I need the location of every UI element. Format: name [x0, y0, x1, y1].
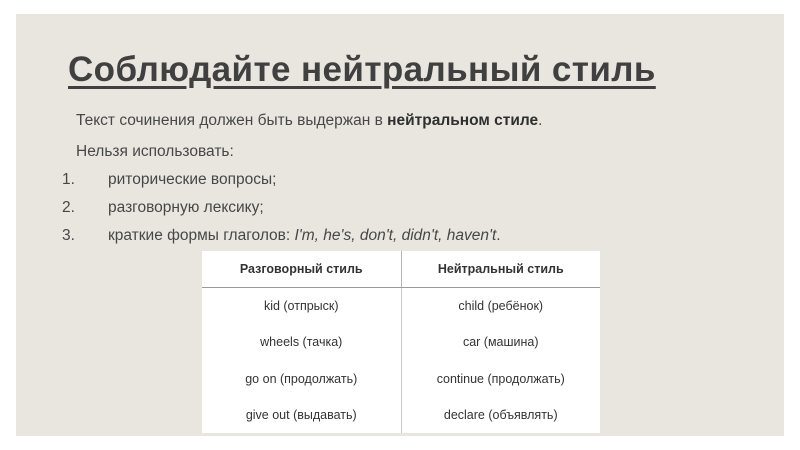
intro-prefix: Текст сочинения должен быть выдержан в — [76, 112, 388, 129]
table-header-row — [202, 251, 600, 288]
list-number: 3. — [62, 227, 75, 244]
cell-neutral: child (ребёнок) — [458, 299, 544, 314]
table-row — [202, 288, 600, 325]
table-row — [202, 360, 600, 396]
cell-neutral: continue (продолжать) — [436, 371, 565, 386]
list-text-suffix: . — [496, 227, 501, 244]
list-text-composite — [108, 227, 501, 245]
table-row — [202, 324, 600, 360]
cell-colloquial: give out (выдавать) — [202, 397, 401, 433]
list-text: разговорную лексику; — [108, 199, 264, 216]
header-neutral: Нейтральный стиль — [401, 251, 600, 288]
list-text: риторические вопросы; — [108, 171, 277, 188]
list-number: 2. — [62, 199, 75, 216]
cell-neutral: car (машина) — [462, 335, 539, 350]
intro-line — [76, 112, 542, 130]
intro-bold: нейтральном стиле — [387, 112, 539, 129]
table-row — [202, 397, 600, 433]
intro-suffix: . — [538, 112, 543, 129]
header-colloquial: Разговорный стиль — [202, 251, 401, 288]
cell-neutral: declare (объявлять) — [443, 407, 558, 422]
cell-colloquial: wheels (тачка) — [202, 324, 401, 360]
slide-title: Соблюдайте нейтральный стиль — [68, 50, 656, 89]
list-text: краткие формы глаголов: — [108, 227, 295, 244]
list-number: 1. — [62, 171, 75, 188]
list-text-italic: I'm, he's, don't, didn't, haven't — [294, 227, 497, 244]
cell-colloquial: go on (продолжать) — [202, 360, 401, 396]
style-comparison-table — [202, 251, 600, 433]
forbidden-label: Нельзя использовать: — [76, 143, 234, 160]
slide — [16, 14, 784, 436]
cell-colloquial: kid (отпрыск) — [202, 288, 401, 325]
